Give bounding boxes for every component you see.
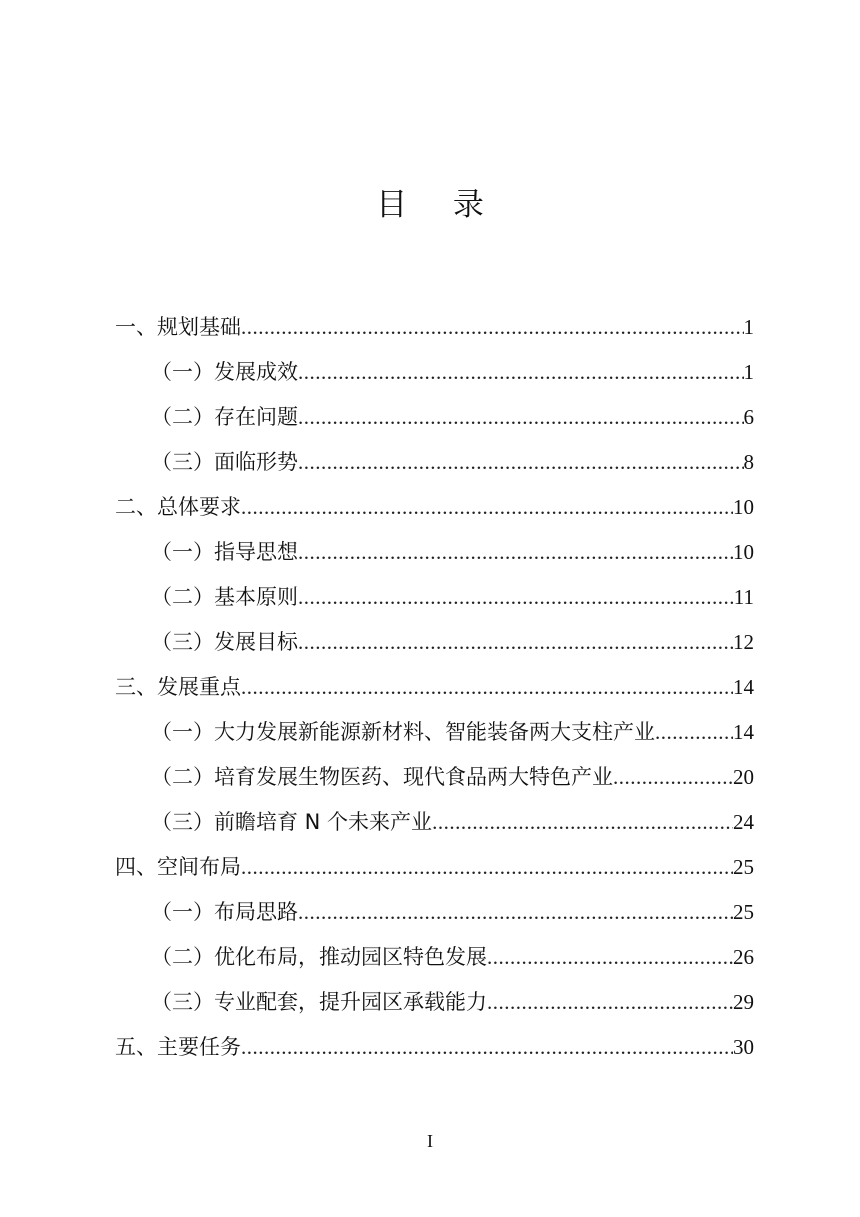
toc-dot-leader [432,800,733,845]
toc-section-entry[interactable] [115,800,754,845]
toc-entry-page-number: 6 [743,405,754,429]
toc-dot-leader [241,485,733,530]
toc-entry-label: 三、发展重点 [115,675,241,699]
toc-dot-leader [298,575,734,620]
toc-chapter-entry[interactable] [115,305,754,350]
toc-dot-leader [298,890,733,935]
toc-dot-leader [298,620,733,665]
toc-entry-page-number: 1 [743,315,754,339]
toc-entry-page-number: 10 [733,495,754,519]
toc-dot-leader [241,845,733,890]
toc-dot-leader [298,350,744,395]
toc-dot-leader [487,980,733,1025]
toc-entry-label: 五、主要任务 [115,1035,241,1059]
toc-dot-leader [241,1025,733,1070]
toc-entry-label: （三）发展目标 [151,630,298,654]
page-title: 目 录 [376,187,502,223]
toc-section-entry[interactable] [115,575,754,620]
toc-entry-label: 二、总体要求 [115,495,241,519]
toc-dot-leader [298,530,733,575]
toc-entry-page-number: 8 [743,450,754,474]
toc-entry-page-number: 12 [733,630,754,654]
toc-section-entry[interactable] [115,980,754,1025]
toc-entry-page-number: 25 [733,855,754,879]
toc-entry-label: （三）专业配套，提升园区承载能力 [151,990,487,1014]
toc-entry-page-number: 10 [733,540,754,564]
toc-section-entry[interactable] [115,440,754,485]
toc-entry-page-number: 26 [733,945,754,969]
toc-chapter-entry[interactable] [115,485,754,530]
toc-entry-label: （一）发展成效 [151,360,298,384]
toc-dot-leader [241,305,744,350]
toc-dot-leader [298,440,744,485]
toc-section-entry[interactable] [115,710,754,755]
toc-section-entry[interactable] [115,530,754,575]
table-of-contents [115,305,754,1070]
toc-entry-page-number: 30 [733,1035,754,1059]
toc-section-entry[interactable] [115,935,754,980]
toc-section-entry[interactable] [115,890,754,935]
toc-entry-page-number: 1 [743,360,754,384]
toc-entry-label: 四、空间布局 [115,855,241,879]
toc-entry-label: （二）培育发展生物医药、现代食品两大特色产业 [151,765,613,789]
toc-section-entry[interactable] [115,620,754,665]
toc-entry-label: （三）面临形势 [151,450,298,474]
toc-entry-label: （二）存在问题 [151,405,298,429]
toc-entry-page-number: 14 [733,720,754,744]
toc-entry-label: （一）布局思路 [151,900,298,924]
toc-entry-page-number: 24 [733,810,754,834]
toc-entry-label: 一、规划基础 [115,315,241,339]
page-number: I [427,1131,433,1151]
toc-entry-label: （一）指导思想 [151,540,298,564]
toc-entry-page-number: 14 [733,675,754,699]
toc-dot-leader [613,755,733,800]
toc-dot-leader [487,935,733,980]
toc-section-entry[interactable] [115,395,754,440]
toc-dot-leader [655,710,733,755]
toc-entry-label: （三）前瞻培育 N 个未来产业 [151,810,433,834]
toc-entry-page-number: 29 [733,990,754,1014]
toc-chapter-entry[interactable] [115,1025,754,1070]
toc-entry-page-number: 11 [733,585,754,609]
toc-entry-label: （二）基本原则 [151,585,298,609]
toc-entry-page-number: 20 [733,765,754,789]
toc-section-entry[interactable] [115,350,754,395]
toc-chapter-entry[interactable] [115,665,754,710]
toc-chapter-entry[interactable] [115,845,754,890]
toc-section-entry[interactable] [115,755,754,800]
toc-entry-label: （一）大力发展新能源新材料、智能装备两大支柱产业 [151,720,655,744]
toc-entry-page-number: 25 [733,900,754,924]
toc-entry-label: （二）优化布局，推动园区特色发展 [151,945,487,969]
toc-dot-leader [298,395,744,440]
toc-dot-leader [241,665,733,710]
